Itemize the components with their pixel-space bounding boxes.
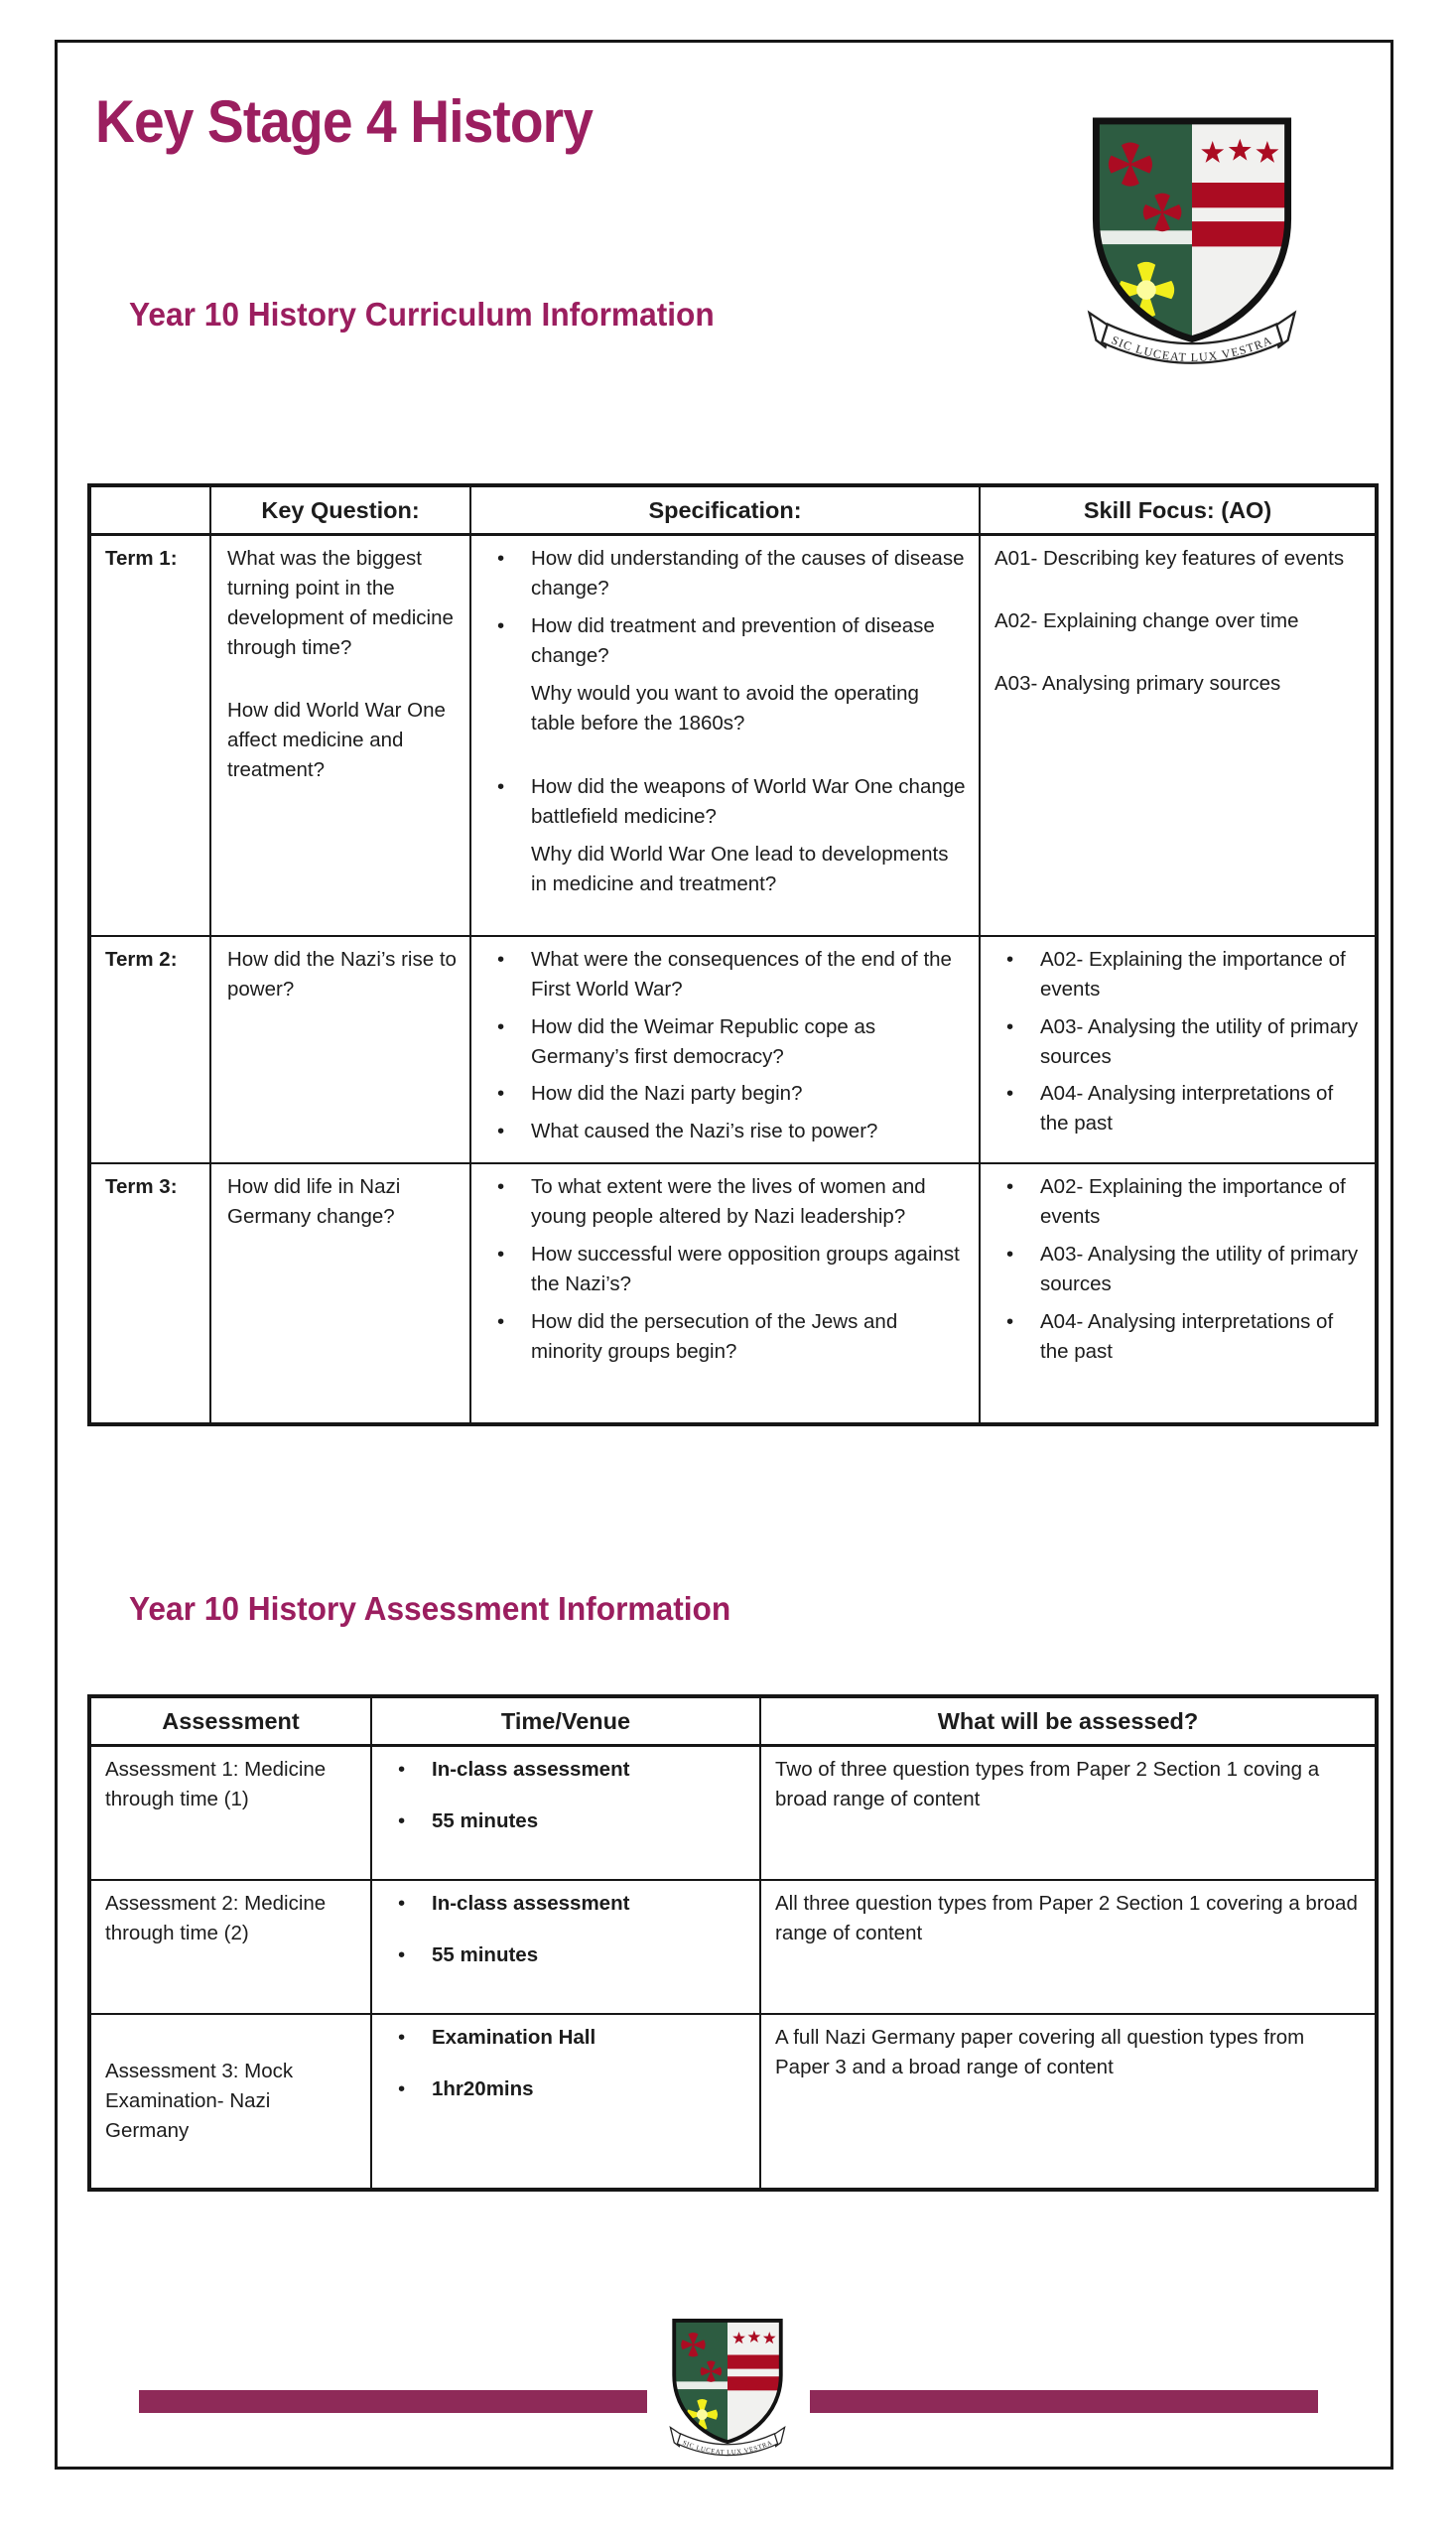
assessment-name: Assessment 1: Medicine through time (1) bbox=[89, 1746, 371, 1880]
list-item bbox=[483, 840, 967, 899]
list-item bbox=[384, 1889, 747, 1919]
page-subtitle: Year 10 History Curriculum Information bbox=[129, 296, 715, 333]
key-question-text: How did the Nazi’s rise to power? bbox=[227, 947, 457, 1001]
bullet-icon: • bbox=[497, 774, 505, 798]
list-item bbox=[384, 2074, 747, 2104]
list-item-text: A02- Explaining the importance of events bbox=[1040, 1175, 1346, 1229]
list-item-text: How did the weapons of World War One change battlefield medicine? bbox=[531, 774, 966, 828]
list-item bbox=[384, 1806, 747, 1836]
curriculum-row bbox=[89, 535, 1377, 936]
bullet-icon: • bbox=[398, 1891, 406, 1915]
list-item-text: A01- Describing key features of events bbox=[994, 547, 1345, 571]
list-item-text: How successful were opposition groups against the Nazi’s? bbox=[531, 1243, 960, 1296]
list-item-text: What were the consequences of the end of the First World War? bbox=[531, 947, 952, 1001]
list-item bbox=[993, 1079, 1363, 1138]
list-item-text: Why would you want to avoid the operating table before the 1860s? bbox=[531, 681, 919, 735]
bullet-icon: • bbox=[497, 947, 505, 971]
assessed-text: Two of three question types from Paper 2 Section 1 coving a broad range of content bbox=[760, 1746, 1377, 1880]
bullet-icon: • bbox=[497, 547, 505, 571]
list-item bbox=[993, 1307, 1363, 1367]
list-item bbox=[483, 945, 967, 1004]
bullet-icon: • bbox=[497, 1014, 505, 1038]
list-item-text: A02- Explaining the importance of events bbox=[1040, 947, 1346, 1001]
time-venue-cell bbox=[371, 1746, 760, 1880]
assessed-text: A full Nazi Germany paper covering all question types from Paper 3 and a broad range of content bbox=[760, 2014, 1377, 2190]
time-venue-cell bbox=[371, 1880, 760, 2014]
list-item bbox=[993, 1012, 1363, 1072]
assessment-row bbox=[89, 1746, 1377, 1880]
list-item bbox=[384, 1940, 747, 1970]
bullet-icon: • bbox=[497, 1310, 505, 1334]
assessment-table bbox=[87, 1694, 1379, 2192]
list-item-text: 55 minutes bbox=[432, 1942, 539, 1966]
bullet-icon: • bbox=[398, 1758, 406, 1782]
curriculum-header-row bbox=[89, 485, 1377, 535]
list-item-text: A02- Explaining change over time bbox=[994, 609, 1299, 633]
list-item bbox=[483, 1012, 967, 1072]
list-item-text: A03- Analysing primary sources bbox=[994, 672, 1281, 696]
footer-rule-right bbox=[810, 2390, 1318, 2413]
curriculum-header-specification: Specification: bbox=[470, 485, 980, 535]
list-item-text: To what extent were the lives of women and young people altered by Nazi leadership? bbox=[531, 1175, 926, 1229]
list-item-text: How did the Nazi party begin? bbox=[531, 1082, 803, 1106]
bullet-icon: • bbox=[1006, 947, 1014, 971]
list-item-text: Why did World War One lead to developments in medicine and treatment? bbox=[531, 842, 949, 895]
key-question-cell bbox=[210, 535, 470, 936]
bullet-icon: • bbox=[398, 1942, 406, 1966]
list-item-text: In-class assessment bbox=[432, 1758, 630, 1782]
list-item bbox=[483, 1240, 967, 1299]
key-question-text: How did World War One affect medicine and treatment? bbox=[227, 698, 446, 781]
key-question-text: How did life in Nazi Germany change? bbox=[227, 1175, 401, 1229]
list-item-text: 1hr20mins bbox=[432, 2076, 534, 2100]
assessment-row bbox=[89, 1880, 1377, 2014]
list-item bbox=[483, 1307, 967, 1367]
bullet-icon: • bbox=[497, 1082, 505, 1106]
bullet-icon: • bbox=[497, 614, 505, 638]
bullet-icon: • bbox=[497, 1120, 505, 1143]
term-label: Term 3: bbox=[89, 1163, 210, 1424]
list-item bbox=[483, 772, 967, 832]
list-item bbox=[483, 1117, 967, 1146]
assessment-section-title: Year 10 History Assessment Information bbox=[129, 1590, 731, 1627]
curriculum-header-key-question: Key Question: bbox=[210, 485, 470, 535]
bullet-spacer bbox=[483, 840, 531, 899]
key-question-text: What was the biggest turning point in the development of medicine through time? bbox=[227, 547, 454, 660]
list-item bbox=[993, 1172, 1363, 1232]
list-item bbox=[483, 611, 967, 671]
list-item-text: A03- Analysing the utility of primary sources bbox=[1040, 1243, 1359, 1296]
term-label: Term 2: bbox=[89, 936, 210, 1164]
list-item-text: A03- Analysing the utility of primary sources bbox=[1040, 1014, 1359, 1068]
bullet-icon: • bbox=[1006, 1310, 1014, 1334]
key-question-cell bbox=[210, 1163, 470, 1424]
assessment-header-assessment: Assessment bbox=[89, 1696, 371, 1746]
list-item-text: A04- Analysing interpretations of the past bbox=[1040, 1310, 1334, 1363]
bullet-icon: • bbox=[1006, 1014, 1014, 1038]
list-item bbox=[993, 945, 1363, 1004]
skill-focus-cell bbox=[980, 535, 1377, 936]
page-title: Key Stage 4 History bbox=[95, 88, 593, 155]
assessment-header-time-venue: Time/Venue bbox=[371, 1696, 760, 1746]
skill-focus-cell bbox=[980, 1163, 1377, 1424]
list-item bbox=[384, 1755, 747, 1785]
bullet-icon: • bbox=[497, 1243, 505, 1267]
curriculum-row bbox=[89, 1163, 1377, 1424]
bullet-icon: • bbox=[497, 1175, 505, 1199]
bullet-icon: • bbox=[1006, 1243, 1014, 1267]
list-item-text: How did the Weimar Republic cope as Germany’s first democracy? bbox=[531, 1014, 876, 1068]
time-venue-cell bbox=[371, 2014, 760, 2190]
bullet-icon: • bbox=[398, 2025, 406, 2049]
list-item-text: How did treatment and prevention of disease change? bbox=[531, 614, 935, 668]
bullet-icon: • bbox=[1006, 1082, 1014, 1106]
footer-rule-left bbox=[139, 2390, 647, 2413]
term-label: Term 1: bbox=[89, 535, 210, 936]
list-item bbox=[483, 1172, 967, 1232]
list-item-text: In-class assessment bbox=[432, 1891, 630, 1915]
specification-cell bbox=[470, 936, 980, 1164]
list-item-text: How did the persecution of the Jews and minority groups begin? bbox=[531, 1310, 898, 1363]
assessment-name: Assessment 3: Mock Examination- Nazi Germany bbox=[89, 2014, 371, 2190]
skill-focus-cell bbox=[980, 936, 1377, 1164]
key-question-cell bbox=[210, 936, 470, 1164]
assessment-header-assessed: What will be assessed? bbox=[760, 1696, 1377, 1746]
bullet-icon: • bbox=[398, 1809, 406, 1833]
school-crest bbox=[1078, 107, 1306, 372]
list-item bbox=[483, 679, 967, 738]
list-item bbox=[993, 1240, 1363, 1299]
specification-cell bbox=[470, 1163, 980, 1424]
footer-school-crest bbox=[664, 2313, 791, 2461]
bullet-spacer bbox=[483, 679, 531, 738]
curriculum-header-skill-focus: Skill Focus: (AO) bbox=[980, 485, 1377, 535]
bullet-icon: • bbox=[1006, 1175, 1014, 1199]
specification-cell bbox=[470, 535, 980, 936]
curriculum-row bbox=[89, 936, 1377, 1164]
curriculum-header-empty bbox=[89, 485, 210, 535]
list-item-text: A04- Analysing interpretations of the past bbox=[1040, 1082, 1334, 1136]
list-item bbox=[384, 2023, 747, 2053]
assessment-name: Assessment 2: Medicine through time (2) bbox=[89, 1880, 371, 2014]
list-item-text: What caused the Nazi’s rise to power? bbox=[531, 1120, 878, 1143]
list-item-text: Examination Hall bbox=[432, 2025, 596, 2049]
list-item-text: How did understanding of the causes of disease change? bbox=[531, 547, 965, 601]
list-item bbox=[483, 544, 967, 603]
assessment-header-row bbox=[89, 1696, 1377, 1746]
list-item-text: 55 minutes bbox=[432, 1809, 539, 1833]
list-item bbox=[483, 1079, 967, 1109]
assessed-text: All three question types from Paper 2 Section 1 covering a broad range of content bbox=[760, 1880, 1377, 2014]
curriculum-table bbox=[87, 483, 1379, 1426]
bullet-icon: • bbox=[398, 2076, 406, 2100]
assessment-row bbox=[89, 2014, 1377, 2190]
